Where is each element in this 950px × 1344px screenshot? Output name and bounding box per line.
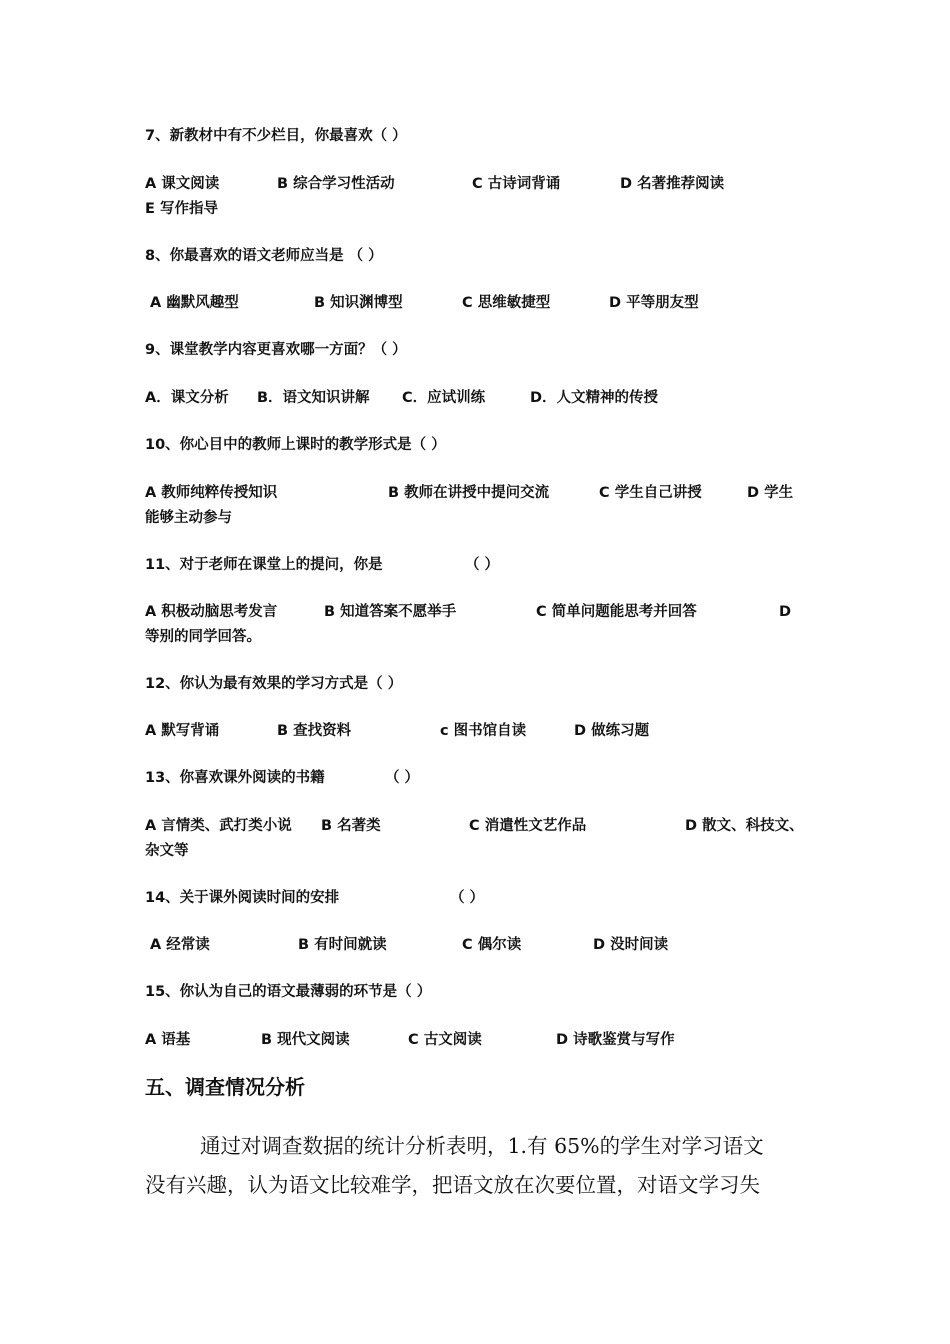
- q11-option-d: D: [779, 604, 792, 620]
- q15-option-b: B 现代文阅读: [261, 1032, 350, 1048]
- q12-option-b: B 查找资料: [277, 723, 352, 739]
- q9-option-a: A．课文分析: [145, 390, 229, 406]
- q14-answer-bracket: （ ）: [450, 890, 485, 906]
- q10-option-d: D 学生: [747, 485, 794, 501]
- q12-option-d: D 做练习题: [574, 723, 650, 739]
- q14-option-a: A 经常读: [150, 937, 210, 953]
- q9-option-b: B．语文知识讲解: [257, 390, 370, 406]
- q7-option-b: B 综合学习性活动: [277, 176, 395, 192]
- q13-option-d-continued: 杂文等: [145, 843, 189, 859]
- q14-option-c: C 偶尔读: [462, 937, 522, 953]
- question-11: 11、对于老师在课堂上的提问，你是: [145, 557, 383, 573]
- q7-option-c: C 古诗词背诵: [472, 176, 561, 192]
- q13-option-a: A 言情类、武打类小说: [145, 818, 292, 834]
- q14-option-d: D 没时间读: [593, 937, 669, 953]
- q15-option-d: D 诗歌鉴赏与写作: [556, 1032, 675, 1048]
- q7-option-d: D 名著推荐阅读: [620, 176, 725, 192]
- q12-option-a: A 默写背诵: [145, 723, 220, 739]
- q13-answer-bracket: （ ）: [385, 770, 420, 786]
- q10-option-b: B 教师在讲授中提问交流: [388, 485, 550, 501]
- question-15: 15、你认为自己的语文最薄弱的环节是（ ）: [145, 984, 432, 1000]
- question-10: 10、你心目中的教师上课时的教学形式是（ ）: [145, 437, 446, 453]
- q7-option-a: A 课文阅读: [145, 176, 220, 192]
- q13-option-c: C 消遣性文艺作品: [469, 818, 587, 834]
- q10-option-d-continued: 能够主动参与: [145, 510, 232, 526]
- q13-option-d: D 散文、科技文、: [685, 818, 804, 834]
- q15-option-a: A 语基: [145, 1032, 191, 1048]
- question-13: 13、你喜欢课外阅读的书籍: [145, 770, 325, 786]
- section-heading: 五、调查情况分析: [145, 1075, 305, 1099]
- q11-answer-bracket: （ ）: [465, 557, 500, 573]
- question-14: 14、关于课外阅读时间的安排: [145, 890, 340, 906]
- q11-option-b: B 知道答案不愿举手: [324, 604, 457, 620]
- q7-option-e: E 写作指导: [145, 201, 218, 217]
- q10-option-c: C 学生自己讲授: [599, 485, 702, 501]
- q8-option-c: C 思维敏捷型: [462, 295, 551, 311]
- q11-option-c: C 简单问题能思考并回答: [536, 604, 697, 620]
- q9-option-c: C．应试训练: [402, 390, 486, 406]
- q8-option-d: D 平等朋友型: [609, 295, 699, 311]
- q15-option-c: C 古文阅读: [408, 1032, 482, 1048]
- q9-option-d: D．人文精神的传授: [530, 390, 659, 406]
- q12-option-c: c 图书馆自读: [440, 723, 527, 739]
- question-8: 8、你最喜欢的语文老师应当是 （ ）: [145, 248, 383, 264]
- q11-option-a: A 积极动脑思考发言: [145, 604, 278, 620]
- analysis-paragraph-line-2: 没有兴趣，认为语文比较难学，把语文放在次要位置，对语文学习失: [145, 1173, 760, 1197]
- question-12: 12、你认为最有效果的学习方式是（ ）: [145, 676, 403, 692]
- q11-option-d-continued: 等别的同学回答。: [145, 629, 261, 645]
- q10-option-a: A 教师纯粹传授知识: [145, 485, 278, 501]
- q13-option-b: B 名著类: [321, 818, 381, 834]
- q8-option-a: A 幽默风趣型: [150, 295, 239, 311]
- question-7: 7、新教材中有不少栏目，你最喜欢（ ）: [145, 128, 407, 144]
- q14-option-b: B 有时间就读: [298, 937, 387, 953]
- analysis-paragraph-line-1: 通过对调查数据的统计分析表明，1.有 65%的学生对学习语文: [200, 1134, 764, 1158]
- question-9: 9、课堂教学内容更喜欢哪一方面？（ ）: [145, 342, 407, 358]
- q8-option-b: B 知识渊博型: [314, 295, 403, 311]
